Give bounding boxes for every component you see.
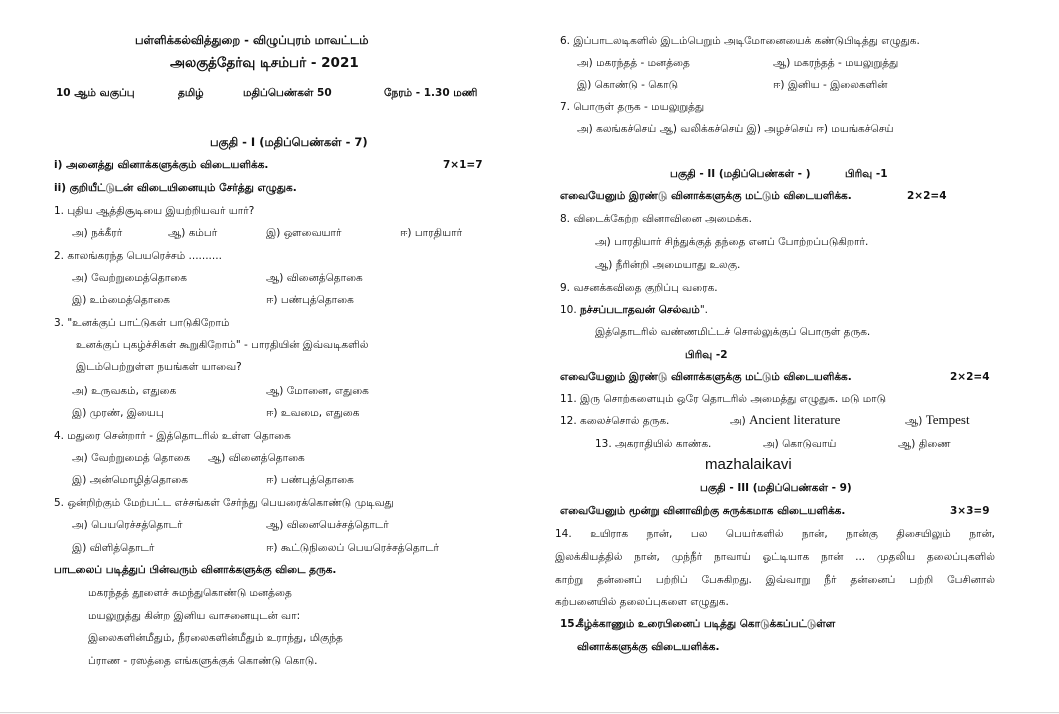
- q14-line-1: 14. உயிராக நான், பல பெயர்களில் நான், நான்கு திசையிலும் நான்,: [555, 528, 995, 540]
- q14-line-2: இலக்கியத்தில் நான், முந்நீர் நாவாய் ஓட்டியாக நான் ... முதலிய தலைப்புகளில்: [555, 551, 995, 563]
- question-3-line-2: உனக்குப் புகழ்ச்சிகள் கூறுகிறோம்" - பாரதியின் இவ்வடிகளில்: [76, 339, 369, 351]
- q6-option-c: இ) கொண்டு - கொடு: [577, 79, 678, 91]
- q15-line-1: கீழ்க்காணும் உரைபினைப் படித்து கொடுக்கப்பட்டுள்ள: [577, 618, 836, 630]
- question-1: 1. புதிய ஆத்திசூடியை இயற்றியவர் யார்?: [54, 205, 255, 217]
- q2-option-a: அ) வேற்றுமைத்தொகை: [72, 272, 187, 284]
- poem-line-1: மகரந்தத் தூளைச் சுமந்துகொண்டு மனத்தை: [88, 587, 292, 599]
- part3-instruction: எவையேனும் மூன்று வினாவிற்கு சுருக்கமாக விடையளிக்க.: [560, 505, 846, 517]
- q10-number: 10.: [560, 304, 577, 316]
- q2-option-d: ஈ) பண்புத்தொகை: [266, 294, 354, 306]
- part1-title: பகுதி - I (மதிப்பெண்கள் - 7): [210, 135, 368, 149]
- part3-title: பகுதி - III (மதிப்பெண்கள் - 9): [700, 482, 852, 494]
- question-12: 12. கலைச்சொல் தருக.: [560, 415, 670, 427]
- question-11: 11. இரு சொற்களையும் ஒரே தொடரில் அமைத்து எழுதுக. மடு மாடு: [560, 393, 887, 405]
- q5-option-a: அ) பெயரெச்சத்தொடர்: [72, 519, 183, 531]
- part2-instruction: எவையேனும் இரண்டு வினாக்களுக்கு மட்டும் விடையளிக்க.: [560, 190, 852, 202]
- department-title: பள்ளிக்கல்வித்துறை - விழுப்புரம் மாவட்டம்: [135, 33, 369, 47]
- part2-marks-2: 2×2=4: [950, 371, 990, 383]
- q4-option-c: இ) அன்மொழித்தொகை: [72, 474, 188, 486]
- q1-option-d: ஈ) பாரதியார்: [400, 227, 463, 239]
- q4-option-b: ஆ) வினைத்தொகை: [208, 452, 305, 464]
- question-8: 8. விடைக்கேற்ற வினாவினை அமைக்க.: [560, 213, 752, 225]
- question-13: 13. அகராதியில் காண்க.: [595, 438, 712, 450]
- part2-marks: 2×2=4: [907, 190, 947, 202]
- q10-highlight: நச்சப்படாதவன் செல்வம்: [580, 304, 700, 316]
- q5-option-c: இ) விளித்தொடர்: [72, 542, 155, 554]
- poem-line-4: ப்ராண - ரஸத்தை எங்களுக்குக் கொண்டு கொடு.: [88, 655, 318, 667]
- watermark-text: mazhalaikavi: [705, 456, 792, 473]
- question-10: [560, 303, 708, 317]
- part1-instruction-1: i) அனைத்து வினாக்களுக்கும் விடையளிக்க.: [54, 159, 269, 171]
- part2-section-1: பிரிவு -1: [845, 168, 888, 180]
- q15-line-2: வினாக்களுக்கு விடையளிக்க.: [577, 641, 720, 653]
- q14-line-4: கற்பனையில் தலைப்புகளை எழுதுக.: [555, 596, 729, 608]
- q1-option-a: அ) நக்கீரர்: [72, 227, 123, 239]
- q6-option-b: ஆ) மகரந்தத் - மயலுறுத்து: [773, 57, 899, 69]
- part3-marks: 3×3=9: [950, 505, 990, 517]
- q12-option-b: ஆ) Tempest: [905, 412, 970, 427]
- question-5: 5. ஒன்றிற்கும் மேற்பட்ட எச்சங்கள் சேர்ந்து பெயரைக்கொண்டு முடிவது: [54, 497, 394, 509]
- question-7: 7. பொருள் தருக - மயலுறுத்து: [560, 101, 705, 113]
- part1-marks: 7×1=7: [443, 159, 483, 171]
- question-2: 2. காலங்கரந்த பெயரெச்சம் ..........: [54, 250, 222, 262]
- question-6: 6. இப்பாடலடிகளில் இடம்பெறும் அடிமோனையைக் கண்டுபிடித்து எழுதுக.: [560, 35, 920, 47]
- q13-option-a: அ) கொடுவாய்: [763, 438, 837, 450]
- q3-option-b: ஆ) மோனை, எதுகை: [266, 385, 369, 397]
- q2-option-c: இ) உம்மைத்தொகை: [72, 294, 170, 306]
- q13-option-b: ஆ) திணை: [898, 438, 951, 450]
- question-4: 4. மதுரை சென்றார் - இத்தொடரில் உள்ள தொகை: [54, 430, 291, 442]
- q1-option-b: ஆ) கம்பர்: [168, 227, 218, 239]
- q5-option-b: ஆ) வினையெச்சத்தொடர்: [266, 519, 389, 531]
- question-15-number: 15.: [560, 618, 579, 630]
- subject-label: தமிழ்: [178, 87, 204, 99]
- q1-option-c: இ) ஔவையார்: [266, 227, 342, 239]
- poem-line-2: மயலுறுத்து கின்ற இனிய வாசனையுடன் வா:: [88, 610, 301, 622]
- q5-option-d: ஈ) கூட்டுநிலைப் பெயரெச்சத்தொடர்: [266, 542, 439, 554]
- q3-option-a: அ) உருவகம், எதுகை: [72, 385, 177, 397]
- poem-instruction: பாடலைப் படித்துப் பின்வரும் வினாக்களுக்கு விடை தருக.: [54, 564, 337, 576]
- q2-option-b: ஆ) வினைத்தொகை: [266, 272, 363, 284]
- part1-instruction-2: ii) குறியீட்டுடன் விடையினையும் சேர்த்து எழுதுக.: [54, 182, 297, 194]
- q3-option-d: ஈ) உவமை, எதுகை: [266, 407, 360, 419]
- q4-option-d: ஈ) பண்புத்தொகை: [266, 474, 354, 486]
- class-label: 10 ஆம் வகுப்பு: [56, 87, 135, 99]
- q8-part-b: ஆ) நீரின்றி அமையாது உலகு.: [595, 259, 741, 271]
- poem-line-3: இலைகளின்மீதும், நீரலைகளின்மீதும் உராந்து, மிகுந்த: [88, 632, 343, 644]
- question-3-line-1: 3. "உனக்குப் பாட்டுகள் பாடுகிறோம்: [54, 317, 230, 329]
- q12-option-a: அ) Ancient literature: [730, 412, 841, 427]
- q7-options: அ) கலங்கச்செய் ஆ) வலிக்கச்செய் இ) அழச்செய் ஈ) மயங்கச்செய்: [577, 123, 894, 135]
- part2-instruction-2: எவையேனும் இரண்டு வினாக்களுக்கு மட்டும் விடையளிக்க.: [560, 371, 852, 383]
- q14-line-3: காற்று தன்னைப் பற்றிப் பேசுகிறது. இவ்வாறு நீர் தன்னைப் பற்றி பேசினால்: [555, 574, 995, 586]
- q8-part-a: அ) பாரதியார் சிந்துக்குத் தந்தை எனப் போற்றப்படுகிறார்.: [595, 236, 869, 248]
- question-3-line-3: இடம்பெற்றுள்ள நயங்கள் யாவை?: [76, 361, 242, 373]
- question-9: 9. வசனக்கவிதை குறிப்பு வரைக.: [560, 282, 718, 294]
- marks-label: மதிப்பெண்கள் 50: [243, 87, 332, 99]
- part2-title: பகுதி - II (மதிப்பெண்கள் - ): [670, 168, 811, 180]
- q10-subquestion: இத்தொடரில் வண்ணமிட்டச் சொல்லுக்குப் பொருள் தருக.: [595, 326, 871, 338]
- q6-option-a: அ) மகரந்தத் - மனத்தை: [577, 57, 690, 69]
- q10-tail: ".: [699, 304, 708, 316]
- q3-option-c: இ) முரண், இயைபு: [72, 407, 164, 419]
- q6-option-d: ஈ) இனிய - இலைகளின்: [773, 79, 888, 91]
- part2-section-2: பிரிவு -2: [685, 349, 728, 361]
- exam-title: அலகுத்தேர்வு டிசம்பர் - 2021: [170, 55, 359, 71]
- time-label: நேரம் - 1.30 மணி: [384, 87, 478, 99]
- q4-option-a: அ) வேற்றுமைத் தொகை: [72, 452, 191, 464]
